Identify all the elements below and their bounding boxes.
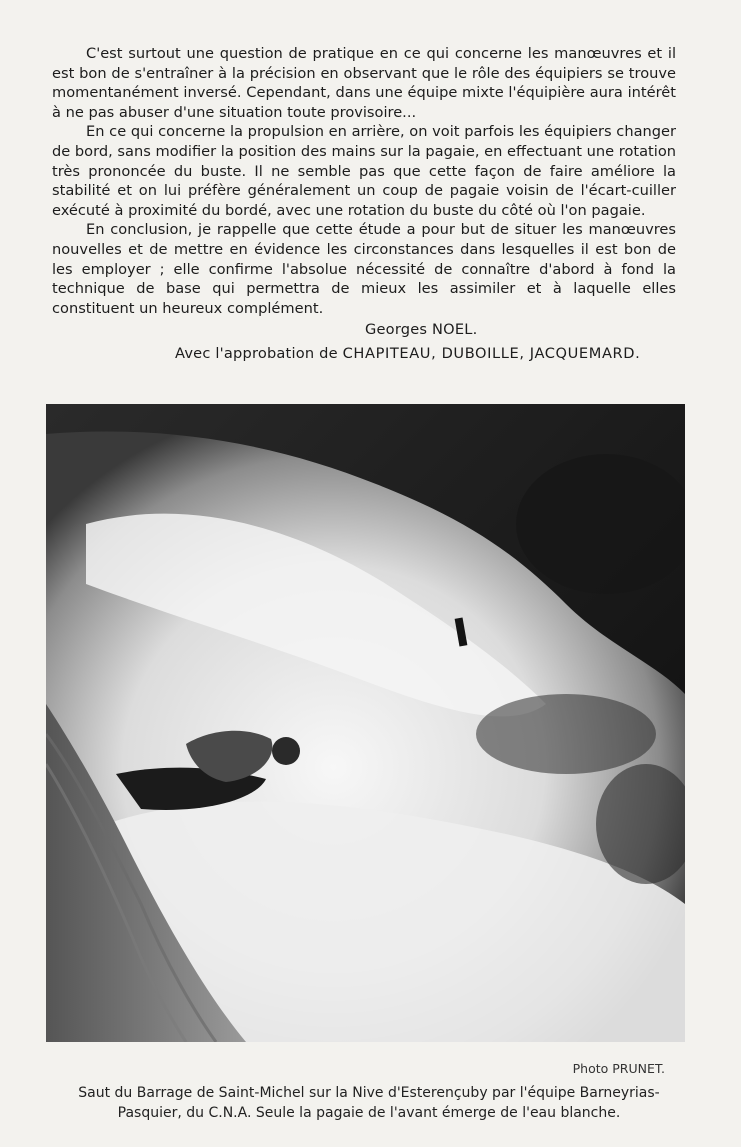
article-body	[52, 44, 676, 318]
paragraph-3: En conclusion, je rappelle que cette étude a pour but de situer les manœuvres nouvelles et de mettre en évidence les circonstances dans lesquelles il est bon de les employer ; elle confirme l'absolue nécessité de connaître d'abord à fond la technique de base qui permettra de mieux les assimiler et à laquelle elles constituent un heureux complément.	[52, 221, 676, 317]
author-signature: Georges NOEL.	[365, 321, 478, 338]
paragraph-1: C'est surtout une question de pratique en ce qui concerne les manœuvres et il est bon de s'entraîner à la précision en observant que le rôle des équipiers se trouve momentanément inversé. Cependant, dans une équipe mixte l'équipière aura intérêt à ne pas abuser d'une situation toute provisoire...	[52, 45, 676, 121]
approval-names: CHAPITEAU, DUBOILLE, JACQUEMARD.	[342, 345, 641, 362]
paragraph-2: En ce qui concerne la propulsion en arrière, on voit parfois les équipiers changer de bord, sans modifier la position des mains sur la pagaie, en effectuant une rotation très prononcée du buste. Il ne semble pas que cette façon de faire améliore la stabilité et on lui préfère généralement un coup de pagaie voisin de l'écart-cuiller exécuté à proximité du bordé, avec une rotation du buste du côté où l'on pagaie.	[52, 123, 676, 219]
photo-illustration	[46, 404, 685, 1042]
photo-credit: Photo PRUNET.	[572, 1061, 665, 1076]
photo-caption: Saut du Barrage de Saint-Michel sur la Nive d'Esterençuby par l'équipe Barneyrias-Pasquier, du C.N.A. Seule la pagaie de l'avant émerge de l'eau blanche.	[78, 1085, 660, 1121]
whitewater-photo	[46, 404, 685, 1042]
approval-prefix: Avec l'approbation de	[175, 345, 338, 362]
approval-line	[175, 345, 676, 362]
